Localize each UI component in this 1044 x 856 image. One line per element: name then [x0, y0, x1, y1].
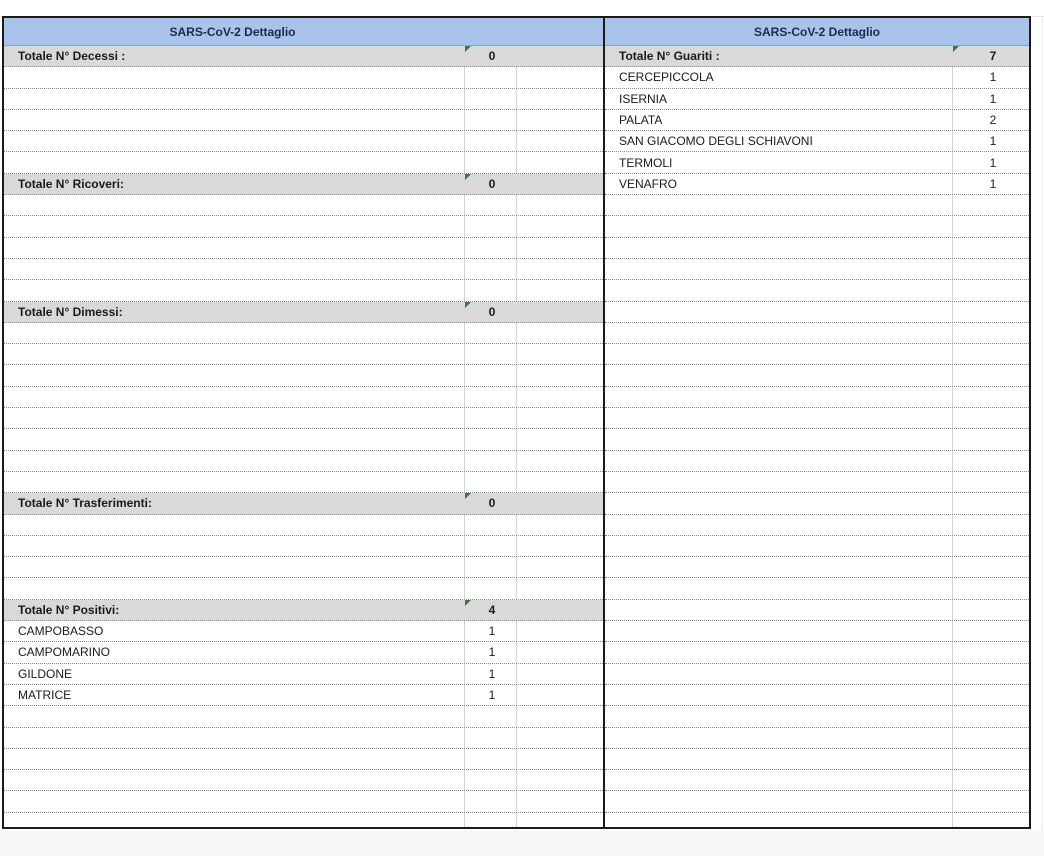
municipality-name: GILDONE — [18, 666, 73, 681]
empty-row[interactable] — [605, 728, 1029, 749]
empty-row[interactable] — [605, 706, 1029, 727]
empty-row[interactable] — [4, 280, 603, 301]
empty-row[interactable] — [4, 238, 603, 259]
empty-row[interactable] — [4, 387, 603, 408]
empty-row[interactable] — [605, 365, 1029, 386]
municipality-row[interactable] — [605, 174, 1029, 195]
municipality-name: VENAFRO — [619, 176, 678, 191]
total-value: 0 — [488, 496, 496, 511]
municipality-count: 2 — [989, 113, 997, 128]
empty-row[interactable] — [605, 685, 1029, 706]
empty-row[interactable] — [4, 536, 603, 557]
empty-row[interactable] — [4, 216, 603, 237]
empty-row[interactable] — [4, 110, 603, 131]
total-row[interactable] — [4, 46, 603, 67]
total-label: Totale N° Decessi : — [18, 49, 126, 64]
empty-row[interactable] — [605, 429, 1029, 450]
empty-row[interactable] — [605, 280, 1029, 301]
left-panel-title: SARS-CoV-2 Dettaglio — [169, 24, 296, 39]
total-label: Totale N° Dimessi: — [18, 304, 123, 319]
empty-row[interactable] — [605, 791, 1029, 812]
total-label: Totale N° Positivi: — [18, 602, 120, 617]
total-label: Totale N° Trasferimenti: — [18, 496, 152, 511]
empty-row[interactable] — [4, 259, 603, 280]
right-rows — [605, 46, 1029, 813]
total-value: 0 — [488, 304, 496, 319]
total-label: Totale N° Guariti : — [619, 49, 720, 64]
empty-row[interactable] — [605, 749, 1029, 770]
municipality-count: 1 — [488, 666, 496, 681]
municipality-name: CAMPOBASSO — [18, 624, 104, 639]
comment-marker-icon — [465, 46, 471, 52]
empty-row[interactable] — [605, 302, 1029, 323]
total-value: 7 — [989, 49, 997, 64]
municipality-name: ISERNIA — [619, 91, 668, 106]
total-row[interactable] — [4, 493, 603, 514]
empty-row[interactable] — [4, 706, 603, 727]
left-rows — [4, 46, 603, 834]
comment-marker-icon — [465, 174, 471, 180]
empty-row[interactable] — [605, 323, 1029, 344]
empty-row[interactable] — [605, 259, 1029, 280]
municipality-row[interactable] — [4, 642, 603, 663]
empty-row[interactable] — [4, 344, 603, 365]
empty-row[interactable] — [4, 131, 603, 152]
empty-row[interactable] — [605, 344, 1029, 365]
empty-row[interactable] — [4, 365, 603, 386]
municipality-count: 1 — [989, 70, 997, 85]
comment-marker-icon — [465, 493, 471, 499]
municipality-row[interactable] — [4, 621, 603, 642]
municipality-row[interactable] — [605, 67, 1029, 88]
empty-row[interactable] — [4, 89, 603, 110]
municipality-row[interactable] — [605, 110, 1029, 131]
column-divider — [1042, 16, 1043, 830]
total-row[interactable] — [4, 600, 603, 621]
empty-row[interactable] — [605, 387, 1029, 408]
municipality-count: 1 — [488, 688, 496, 703]
municipality-name: CAMPOMARINO — [18, 645, 111, 660]
empty-row[interactable] — [4, 152, 603, 173]
municipality-count: 1 — [989, 176, 997, 191]
empty-row[interactable] — [4, 770, 603, 791]
municipality-row[interactable] — [605, 131, 1029, 152]
empty-row[interactable] — [4, 472, 603, 493]
empty-row[interactable] — [605, 621, 1029, 642]
total-row[interactable] — [605, 46, 1029, 67]
empty-row[interactable] — [605, 216, 1029, 237]
comment-marker-icon — [465, 302, 471, 308]
right-panel — [603, 16, 1031, 829]
municipality-count: 1 — [989, 91, 997, 106]
empty-row[interactable] — [4, 195, 603, 216]
empty-row[interactable] — [605, 408, 1029, 429]
empty-row[interactable] — [605, 600, 1029, 621]
empty-row[interactable] — [4, 791, 603, 812]
empty-row[interactable] — [605, 238, 1029, 259]
total-value: 4 — [488, 602, 496, 617]
empty-row[interactable] — [4, 749, 603, 770]
total-row[interactable] — [4, 174, 603, 195]
municipality-name: TERMOLI — [619, 155, 673, 170]
municipality-row[interactable] — [4, 664, 603, 685]
empty-row[interactable] — [605, 536, 1029, 557]
municipality-row[interactable] — [605, 152, 1029, 173]
total-value: 0 — [488, 176, 496, 191]
empty-row[interactable] — [605, 515, 1029, 536]
empty-row[interactable] — [605, 451, 1029, 472]
comment-marker-icon — [465, 600, 471, 606]
empty-row[interactable] — [605, 195, 1029, 216]
empty-row[interactable] — [4, 408, 603, 429]
empty-row[interactable] — [4, 728, 603, 749]
municipality-count: 1 — [488, 645, 496, 660]
municipality-name: MATRICE — [18, 688, 72, 703]
left-panel-header — [4, 18, 603, 46]
empty-row[interactable] — [605, 664, 1029, 685]
municipality-count: 1 — [989, 155, 997, 170]
bottom-strip — [0, 830, 1044, 856]
municipality-name: CERCEPICCOLA — [619, 70, 714, 85]
municipality-row[interactable] — [4, 685, 603, 706]
municipality-row[interactable] — [605, 89, 1029, 110]
right-panel-header — [605, 18, 1029, 46]
empty-row[interactable] — [4, 557, 603, 578]
municipality-name: SAN GIACOMO DEGLI SCHIAVONI — [619, 134, 813, 149]
empty-row[interactable] — [605, 472, 1029, 493]
municipality-count: 1 — [488, 624, 496, 639]
total-value: 0 — [488, 49, 496, 64]
right-panel-title: SARS-CoV-2 Dettaglio — [753, 24, 880, 39]
empty-row[interactable] — [605, 493, 1029, 514]
empty-row[interactable] — [4, 323, 603, 344]
empty-row[interactable] — [605, 642, 1029, 663]
empty-row[interactable] — [4, 578, 603, 599]
empty-row[interactable] — [605, 557, 1029, 578]
top-strip — [0, 0, 1044, 17]
comment-marker-icon — [953, 46, 959, 52]
empty-row[interactable] — [4, 451, 603, 472]
empty-row[interactable] — [4, 515, 603, 536]
total-label: Totale N° Ricoveri: — [18, 176, 124, 191]
empty-row[interactable] — [4, 67, 603, 88]
left-panel — [2, 16, 605, 829]
municipality-count: 1 — [989, 134, 997, 149]
empty-row[interactable] — [4, 429, 603, 450]
empty-row[interactable] — [605, 770, 1029, 791]
empty-row[interactable] — [605, 578, 1029, 599]
total-row[interactable] — [4, 302, 603, 323]
municipality-name: PALATA — [619, 113, 663, 128]
